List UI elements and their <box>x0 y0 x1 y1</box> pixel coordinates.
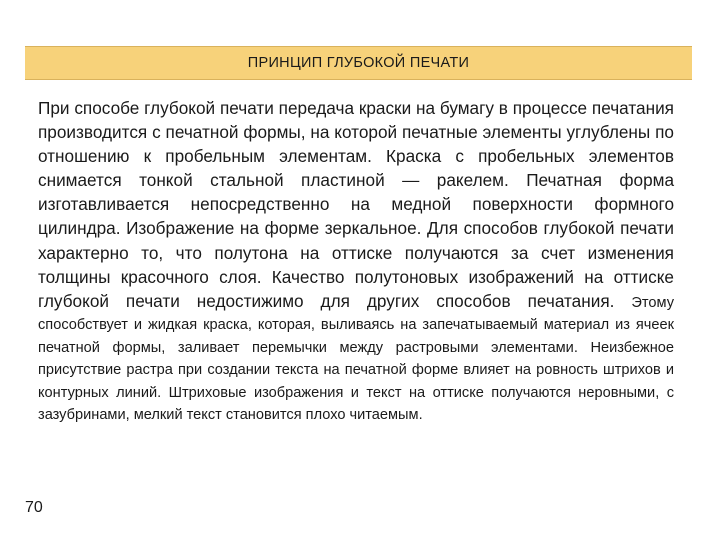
slide-title: ПРИНЦИП ГЛУБОКОЙ ПЕЧАТИ <box>247 55 470 71</box>
title-bar <box>25 46 692 80</box>
body-text-main: При способе глубокой печати передача краски на бумагу в процессе печатания производится с печатной формы, на которой печатные элементы углублены по отношению к пробельным элементам. Краска с пробельных элементов снимается тонкой стальной пластиной — ракелем. Печатная форма изготавливается непосредственно на медной поверхности формного цилиндра. Изображение на форме зеркальное. Для способов глубокой печати характерно то, что полутона на оттиске получаются за счет изменения толщины красочного слоя. Качество полутоновых изображений на оттиске глубокой печати недостижимо для других способов печатания. <box>38 98 674 311</box>
body-text-continuation: Этому способствует и жидкая краска, которая, выливаясь на запечатываемый материал из ячеек печатной формы, заливает перемычки между растровыми элементами. Неизбежное присутствие растра при создании текста на печатной форме влияет на ровность штрихов и контурных линий. Штриховые изображения и текст на оттиске получаются неровными, с зазубринами, мелкий текст становится плохо читаемым. <box>38 294 674 424</box>
body-text <box>38 96 674 427</box>
page-number: 70 <box>25 499 43 516</box>
